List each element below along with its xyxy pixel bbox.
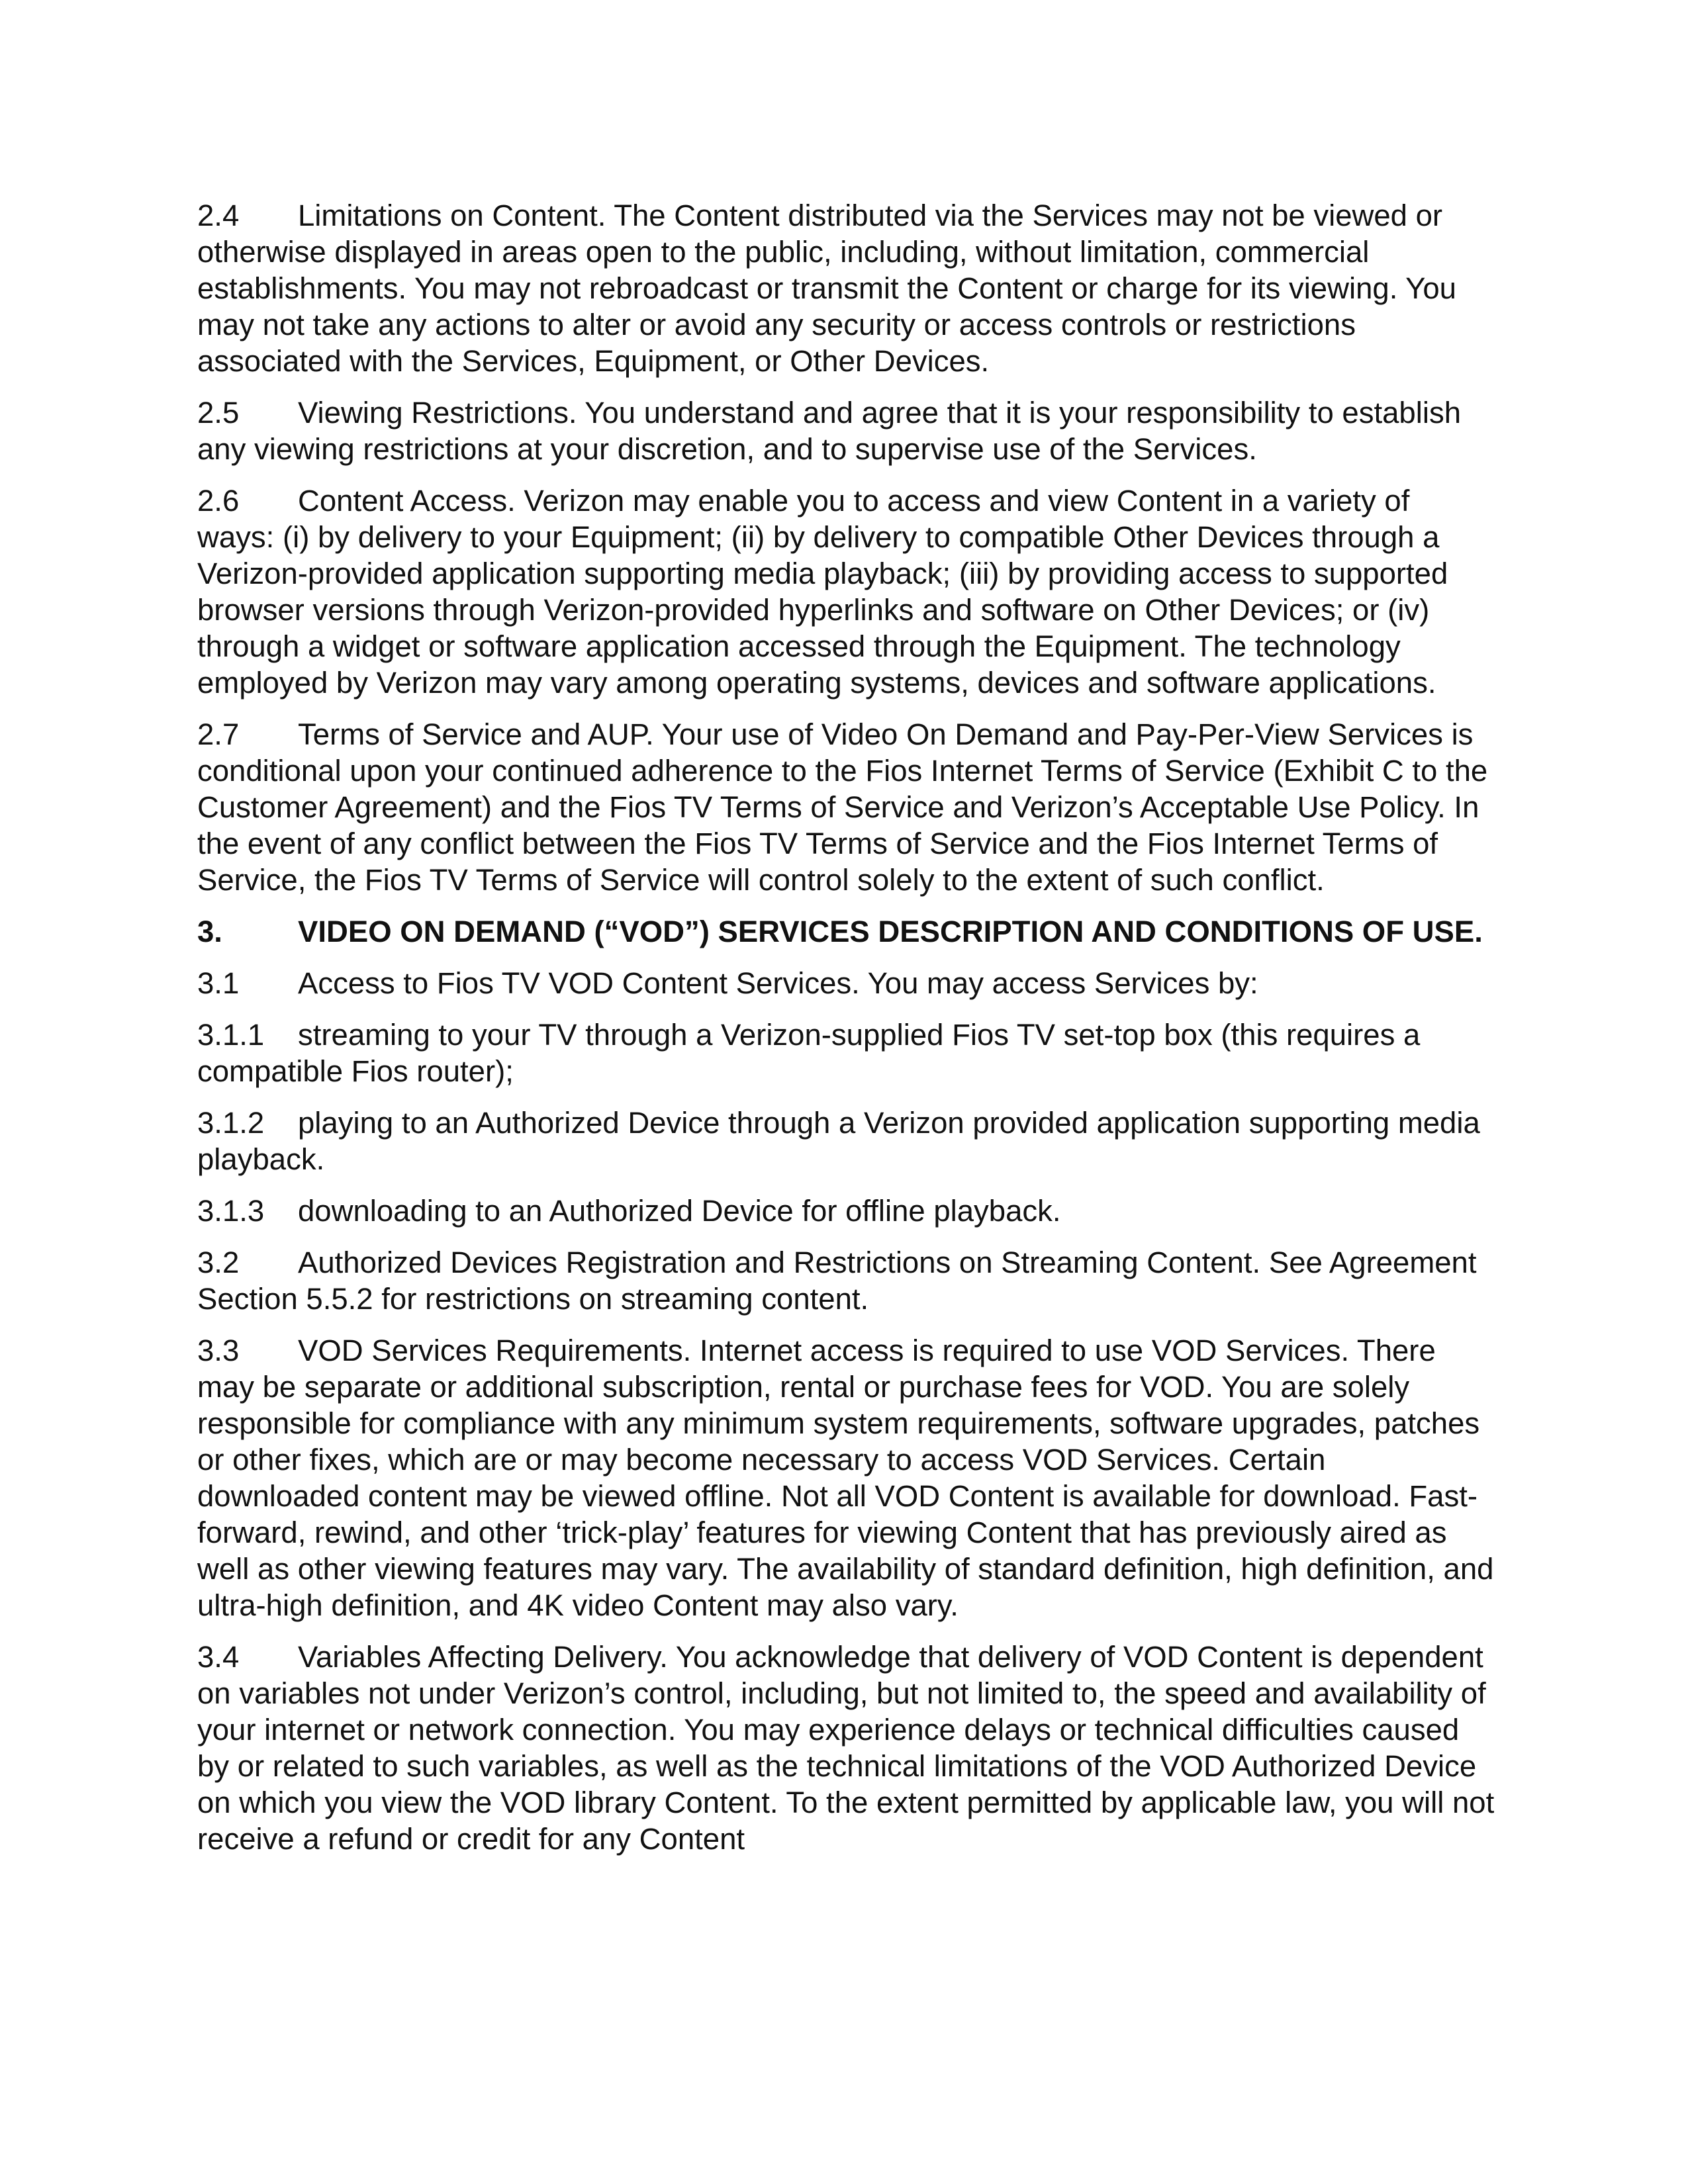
section-number: 2.4 [197, 199, 240, 232]
section-heading-text: VIDEO ON DEMAND (“VOD”) SERVICES DESCRIPTION AND CONDITIONS OF USE. [298, 915, 1483, 948]
section-text: VOD Services Requirements. Internet access is required to use VOD Services. There may be separate or additional subscription, rental or purchase fees for VOD. You are solely responsible for compliance with any minimum system requirements, software upgrades, patches or other fixes, which are or may become necessary to access VOD Services. Certain downloaded content may be viewed offline. Not all VOD Content is available for download. Fast-forward, rewind, and other ‘trick-play’ features for viewing Content that has previously aired as well as other viewing features may vary. The availability of standard definition, high definition, and ultra-high definition, and 4K video Content may also vary. [197, 1334, 1494, 1622]
section-number: 2.6 [197, 484, 240, 518]
section-3-1-3 [197, 1193, 1495, 1229]
section-number: 3.1.1 [197, 1018, 265, 1052]
section-text: Authorized Devices Registration and Restrictions on Streaming Content. See Agreement Section 5.5.2 for restrictions on streaming content. [197, 1246, 1477, 1316]
section-number: 3.1.2 [197, 1106, 265, 1140]
section-2-7 [197, 716, 1495, 898]
section-3-1-2 [197, 1105, 1495, 1177]
section-text: Viewing Restrictions. You understand and agree that it is your responsibility to establish any viewing restrictions at your discretion, and to supervise use of the Services. [197, 396, 1461, 466]
section-2-5 [197, 394, 1495, 467]
document-page [197, 197, 1495, 1872]
section-3-2 [197, 1244, 1495, 1317]
section-text: downloading to an Authorized Device for offline playback. [298, 1194, 1061, 1228]
section-text: Variables Affecting Delivery. You acknowledge that delivery of VOD Content is dependent on variables not under Verizon’s control, including, but not limited to, the speed and availability of your internet or network connection. You may experience delays or technical difficulties caused by or related to such variables, as well as the technical limitations of the VOD Authorized Device on which you view the VOD library Content. To the extent permitted by applicable law, you will not receive a refund or credit for any Content [197, 1640, 1495, 1856]
section-3-4 [197, 1639, 1495, 1857]
section-number: 2.7 [197, 717, 240, 751]
section-number: 3.1.3 [197, 1194, 265, 1228]
section-number: 2.5 [197, 396, 240, 430]
section-text: playing to an Authorized Device through a Verizon provided application supporting media playback. [197, 1106, 1480, 1176]
section-number: 3.1 [197, 966, 240, 1000]
section-2-4 [197, 197, 1495, 379]
section-3-heading [197, 913, 1495, 950]
section-text: Terms of Service and AUP. Your use of Video On Demand and Pay-Per-View Services is conditional upon your continued adherence to the Fios Internet Terms of Service (Exhibit C to the Customer Agreement) and the Fios TV Terms of Service and Verizon’s Acceptable Use Policy. In the event of any conflict between the Fios TV Terms of Service and the Fios Internet Terms of Service, the Fios TV Terms of Service will control solely to the extent of such conflict. [197, 717, 1488, 897]
section-number: 3.3 [197, 1334, 240, 1367]
section-text: streaming to your TV through a Verizon-supplied Fios TV set-top box (this requires a compatible Fios router); [197, 1018, 1421, 1088]
section-2-6 [197, 482, 1495, 701]
section-text: Access to Fios TV VOD Content Services. You may access Services by: [298, 966, 1258, 1000]
section-number: 3. [197, 915, 222, 948]
section-number: 3.2 [197, 1246, 240, 1279]
section-text: Limitations on Content. The Content distributed via the Services may not be viewed or otherwise displayed in areas open to the public, including, without limitation, commercial establishments. You may not rebroadcast or transmit the Content or charge for its viewing. You may not take any actions to alter or avoid any security or access controls or restrictions associated with the Services, Equipment, or Other Devices. [197, 199, 1456, 378]
section-3-3 [197, 1332, 1495, 1623]
section-number: 3.4 [197, 1640, 240, 1674]
section-3-1-1 [197, 1017, 1495, 1089]
section-3-1 [197, 965, 1495, 1001]
section-text: Content Access. Verizon may enable you to access and view Content in a variety of ways: (i) by delivery to your Equipment; (ii) by delivery to compatible Other Devices through a Verizon-provided application supporting media playback; (iii) by providing access to supported browser versions through Verizon-provided hyperlinks and software on Other Devices; or (iv) through a widget or software application accessed through the Equipment. The technology employed by Verizon may vary among operating systems, devices and software applications. [197, 484, 1448, 700]
